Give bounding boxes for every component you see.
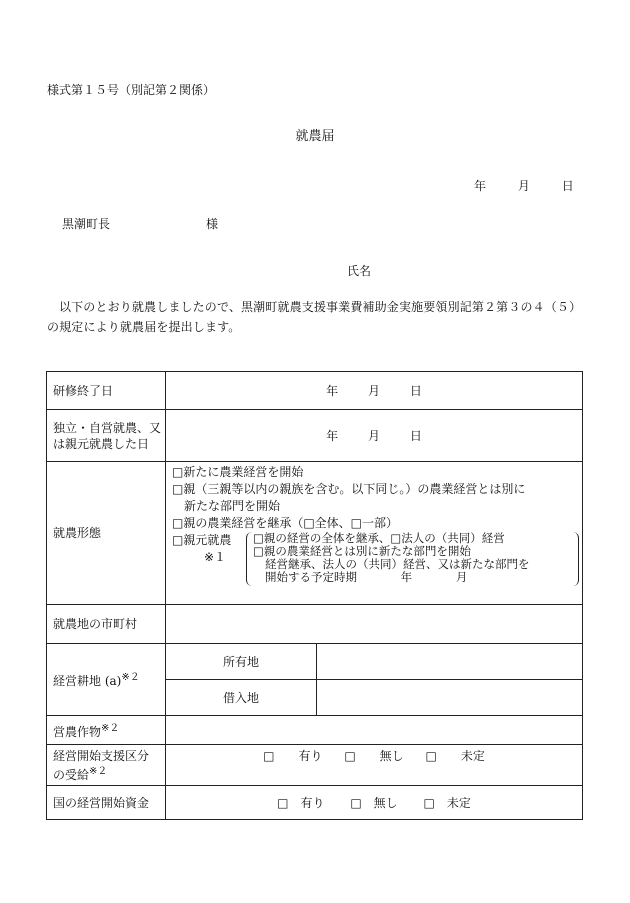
farming-form-options	[166, 462, 583, 605]
date-line	[474, 177, 574, 194]
option-inherit[interactable]: □親の農業経営を継承（□全体、□一部）	[172, 516, 399, 530]
farmland-label-text: 経営耕地 (a)	[53, 674, 122, 688]
addressee-name: 黒潮町長	[62, 217, 111, 231]
application-form-table	[46, 371, 583, 820]
training-end-date[interactable]	[166, 372, 583, 410]
intro-text: 以下のとおり就農しましたので、黒潮町就農支援事業費補助金実施要領別記第２第３の４（５）の規定により就農届を提出します。	[47, 300, 582, 334]
sub-schedule-line	[253, 571, 574, 584]
document-title: 就農届	[295, 129, 335, 144]
farmland-note-mark: ※２	[121, 672, 140, 683]
sub-option-new-division[interactable]: □親の農業経営とは別に新たな部門を開始	[253, 544, 471, 558]
date-day: 日	[561, 179, 574, 193]
intro-paragraph	[47, 297, 587, 337]
training-end-row	[47, 372, 583, 410]
farming-start-label: 独立・自営就農、又は親元就農した日	[47, 410, 166, 462]
addressee	[62, 215, 218, 232]
farming-start-row	[47, 410, 583, 462]
training-end-day: 日	[409, 383, 422, 398]
farming-start-month: 月	[367, 428, 380, 443]
leased-land-label: 借入地	[166, 680, 317, 716]
date-month: 月	[517, 179, 530, 193]
training-end-month: 月	[367, 383, 380, 398]
national-fund-option-no[interactable]: □ 無し	[350, 795, 398, 810]
option-new-farming[interactable]: □新たに農業経営を開始	[172, 465, 304, 479]
oyamoto-block	[172, 532, 578, 588]
owned-land-value[interactable]	[317, 644, 583, 680]
national-fund-option-yes[interactable]: □ 有り	[277, 795, 325, 810]
support-label-line2: の受給	[53, 767, 90, 782]
support-row	[47, 745, 583, 786]
date-year: 年	[474, 179, 487, 193]
support-option-no[interactable]: □ 無し	[344, 749, 404, 763]
sub-schedule-text: 開始する予定時期	[265, 570, 357, 584]
support-options	[166, 745, 583, 786]
national-fund-row	[47, 786, 583, 820]
option-oyamoto[interactable]: □親元就農	[172, 533, 232, 547]
sub-note-line: 経営継承、法人の（共同）経営、又は新たな部門を	[265, 557, 530, 571]
option-new-division[interactable]: □親（三親等以内の親族を含む。以下同じ。）の農業経営とは別に	[172, 482, 526, 496]
support-option-yes[interactable]: □ 有り	[263, 749, 323, 763]
crops-note-mark: ※２	[101, 722, 120, 734]
support-label-line1: 経営開始支援区分	[53, 748, 150, 763]
sub-schedule-month: 月	[455, 570, 468, 584]
municipality-label: 就農地の市町村	[47, 605, 166, 644]
farming-form-row	[47, 462, 583, 605]
crops-row	[47, 716, 583, 745]
sub-schedule-year: 年	[400, 570, 413, 584]
farming-start-date[interactable]	[166, 410, 583, 462]
municipality-row	[47, 605, 583, 644]
crops-value[interactable]	[166, 716, 583, 745]
oyamoto-note-mark: ※１	[204, 550, 227, 564]
support-note-mark: ※２	[89, 765, 108, 777]
national-fund-option-undecided[interactable]: □ 未定	[423, 795, 471, 810]
farming-start-year: 年	[326, 428, 339, 443]
training-end-label: 研修終了日	[47, 372, 166, 410]
crops-label-text: 営農作物	[53, 724, 102, 739]
oyamoto-bracket	[246, 532, 579, 586]
farmland-owned-row	[47, 644, 583, 680]
support-label	[47, 745, 166, 786]
training-end-year: 年	[326, 383, 339, 398]
owned-land-label: 所有地	[166, 644, 317, 680]
farming-start-day: 日	[409, 428, 422, 443]
option-new-division-cont: 新たな部門を開始	[184, 499, 281, 513]
support-option-undecided[interactable]: □ 未定	[425, 749, 485, 763]
farmland-label	[47, 644, 166, 716]
crops-label	[47, 716, 166, 745]
municipality-value[interactable]	[166, 605, 583, 644]
addressee-suffix: 様	[206, 217, 219, 231]
applicant-name-label: 氏名	[347, 264, 372, 278]
national-fund-options	[166, 786, 583, 820]
national-fund-label: 国の経営開始資金	[47, 786, 166, 820]
form-number: 様式第１５号（別記第２関係）	[47, 83, 216, 97]
farming-form-label: 就農形態	[47, 462, 166, 605]
leased-land-value[interactable]	[317, 680, 583, 716]
sub-option-inherit-all[interactable]: □親の経営の全体を継承、□法人の（共同）経営	[253, 531, 505, 545]
